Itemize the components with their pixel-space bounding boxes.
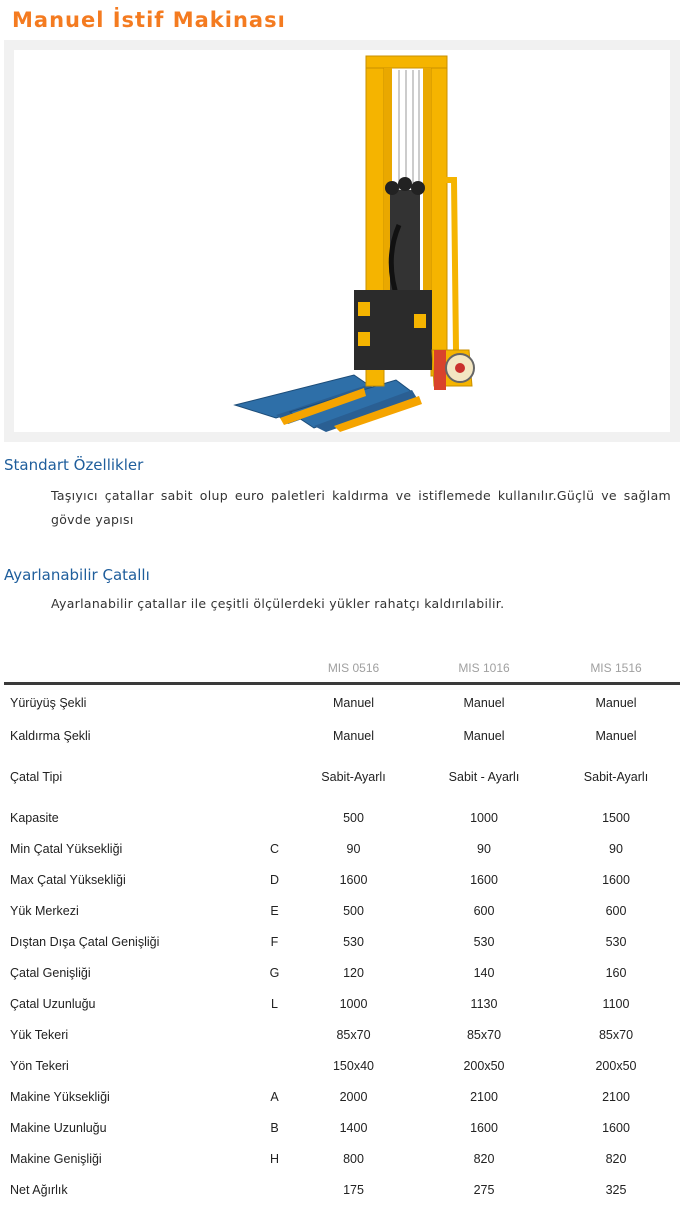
spec-label: Çatal Genişliği — [10, 965, 91, 980]
table-row — [4, 1112, 680, 1143]
table-row — [4, 957, 680, 988]
spec-value: 1500 — [602, 810, 630, 825]
spec-header-label — [4, 654, 258, 685]
spec-value: Manuel — [333, 695, 374, 710]
spec-label: Max Çatal Yüksekliği — [10, 872, 126, 887]
spec-value: 85x70 — [336, 1027, 371, 1042]
spec-value: 1130 — [470, 996, 498, 1011]
table-row — [4, 1081, 680, 1112]
spec-value: 820 — [473, 1151, 495, 1166]
spec-code — [258, 1174, 291, 1205]
model-header: MIS 1016 — [416, 654, 552, 685]
spec-value: 1600 — [470, 872, 498, 887]
spec-value: 200x50 — [463, 1058, 505, 1073]
spec-value: 90 — [346, 841, 361, 856]
spec-code: B — [270, 1120, 279, 1135]
spec-code — [258, 1019, 291, 1050]
page-title: Manuel İstif Makinası — [12, 8, 286, 32]
table-row — [4, 1143, 680, 1174]
spec-value: 150x40 — [332, 1058, 374, 1073]
spec-code: G — [269, 965, 280, 980]
spec-value: 85x70 — [598, 1027, 634, 1042]
spec-value: 1600 — [602, 1120, 630, 1135]
spec-value: 600 — [605, 903, 627, 918]
spec-value: 160 — [605, 965, 627, 980]
spec-value: 90 — [609, 841, 623, 856]
spec-code — [258, 802, 291, 833]
spec-value: 120 — [343, 965, 364, 980]
spec-code — [258, 720, 291, 751]
product-photo — [14, 50, 670, 432]
spec-code: E — [270, 903, 279, 918]
spec-label: Çatal Uzunluğu — [10, 996, 96, 1011]
spec-value: 820 — [605, 1151, 627, 1166]
spec-label: Dıştan Dışa Çatal Genişliği — [10, 934, 160, 949]
spec-label: Makine Genişliği — [10, 1151, 102, 1166]
manual-stacker-illustration — [14, 50, 670, 432]
table-row — [4, 833, 680, 864]
table-row — [4, 926, 680, 957]
table-row — [4, 1019, 680, 1050]
spec-code: C — [269, 841, 280, 856]
spec-label: Kapasite — [10, 810, 59, 825]
spec-label: Net Ağırlık — [10, 1182, 68, 1197]
spec-label: Yük Tekeri — [10, 1027, 69, 1042]
spec-value: 200x50 — [595, 1058, 637, 1073]
spec-table — [4, 654, 680, 1205]
spec-label: Yürüyüş Şekli — [10, 695, 87, 710]
spec-value: 1100 — [602, 996, 630, 1011]
table-row — [4, 1050, 680, 1081]
spec-code: L — [271, 996, 278, 1011]
section-text-standard: Taşıyıcı çatallar sabit olup euro paletleri kaldırma ve istiflemede kullanılır.Güçlü ve sağlam gövde yapısı — [51, 488, 671, 527]
spec-value: Sabit - Ayarlı — [448, 769, 520, 784]
spec-value: Sabit-Ayarlı — [583, 769, 649, 784]
spec-value: 90 — [477, 841, 491, 856]
section-heading-adjustable: Ayarlanabilir Çatallı — [4, 566, 150, 584]
table-row — [4, 802, 680, 833]
spec-value: 175 — [343, 1182, 364, 1197]
spec-value: Manuel — [333, 728, 374, 743]
spec-value: 530 — [605, 934, 627, 949]
spec-value: 530 — [343, 934, 364, 949]
spec-value: 325 — [605, 1182, 627, 1197]
spec-value: 600 — [473, 903, 495, 918]
spec-value: 530 — [473, 934, 495, 949]
spec-code — [258, 1050, 291, 1081]
spec-value: 1600 — [470, 1120, 498, 1135]
spec-header-code — [258, 654, 291, 685]
spec-value: 2100 — [602, 1089, 630, 1104]
spec-label: Makine Yüksekliği — [10, 1089, 110, 1104]
spec-value: 500 — [343, 903, 364, 918]
spec-value: 500 — [343, 810, 364, 825]
spec-value: 1600 — [602, 872, 630, 887]
spec-code — [258, 751, 291, 802]
spec-value: 800 — [343, 1151, 364, 1166]
spec-value: 2100 — [470, 1089, 498, 1104]
spec-label: Yük Merkezi — [10, 903, 79, 918]
spec-value: 85x70 — [466, 1027, 502, 1042]
spec-value: 1600 — [339, 872, 368, 887]
spec-value: 1400 — [339, 1120, 368, 1135]
spec-value: 1000 — [470, 810, 498, 825]
model-header: MIS 1516 — [552, 654, 680, 685]
spec-code — [258, 685, 291, 720]
spec-value: Manuel — [463, 728, 505, 743]
section-text-adjustable: Ayarlanabilir çatallar ile çeşitli ölçülerdeki yükler rahatçı kaldırılabilir. — [51, 596, 505, 611]
spec-value: 1000 — [339, 996, 368, 1011]
table-row — [4, 988, 680, 1019]
section-heading-standard: Standart Özellikler — [4, 456, 144, 474]
table-row — [4, 895, 680, 926]
spec-value: 275 — [473, 1182, 495, 1197]
spec-label: Yön Tekeri — [10, 1058, 69, 1073]
spec-value: Manuel — [595, 695, 637, 710]
spec-value: Sabit-Ayarlı — [321, 769, 386, 784]
spec-label: Min Çatal Yüksekliği — [10, 841, 123, 856]
model-header: MIS 0516 — [291, 654, 416, 685]
spec-value: 2000 — [339, 1089, 368, 1104]
table-row — [4, 864, 680, 895]
product-photo-frame — [4, 40, 680, 442]
table-row — [4, 685, 680, 720]
spec-code: D — [269, 872, 280, 887]
spec-code: H — [269, 1151, 280, 1166]
table-row — [4, 751, 680, 802]
table-row — [4, 720, 680, 751]
table-row — [4, 1174, 680, 1205]
spec-table-header — [4, 654, 680, 685]
spec-label: Kaldırma Şekli — [10, 728, 91, 743]
spec-code: F — [270, 934, 279, 949]
spec-label: Makine Uzunluğu — [10, 1120, 107, 1135]
spec-code: A — [270, 1089, 279, 1104]
spec-value: 140 — [473, 965, 495, 980]
spec-label: Çatal Tipi — [10, 769, 63, 784]
spec-value: Manuel — [595, 728, 637, 743]
spec-value: Manuel — [463, 695, 505, 710]
